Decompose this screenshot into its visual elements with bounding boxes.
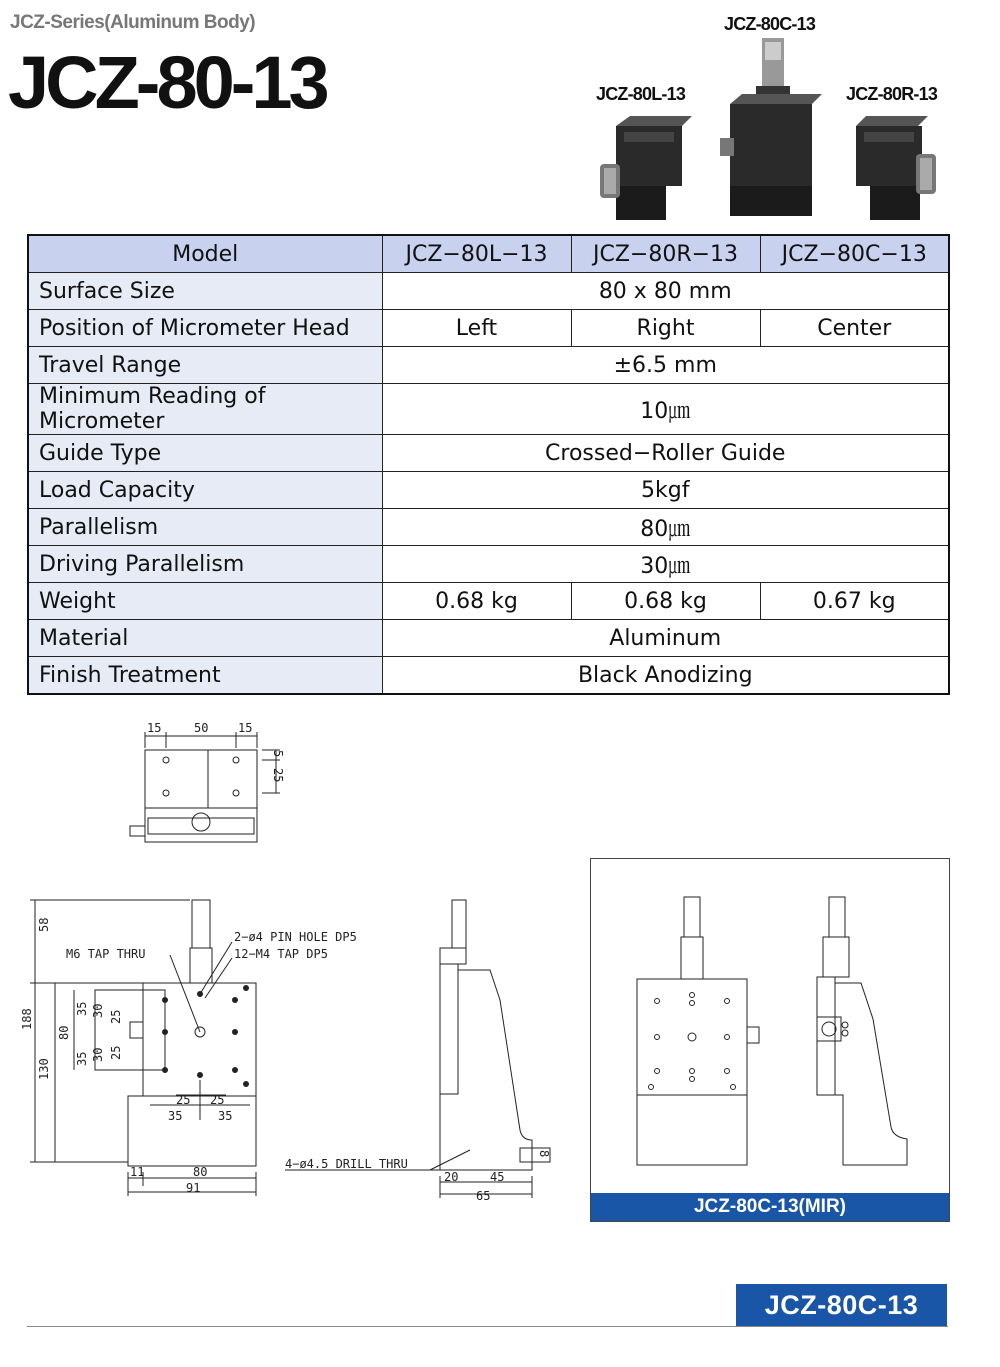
dim-text: 80 <box>193 1165 208 1179</box>
table-row <box>28 546 949 583</box>
row-value: 80 x 80 mm <box>382 273 949 310</box>
dim-text: 5 <box>271 750 285 758</box>
note-text: M6 TAP THRU <box>66 947 146 961</box>
table-row <box>28 273 949 310</box>
header-col-r: JCZ−80R−13 <box>571 235 760 273</box>
row-label: Finish Treatment <box>28 657 382 695</box>
dim-text: 15 <box>147 721 162 735</box>
row-value: Aluminum <box>382 620 949 657</box>
technical-drawing <box>0 700 590 1210</box>
row-value: Left <box>382 310 571 347</box>
dim-text: 35 <box>218 1109 233 1123</box>
table-row <box>28 472 949 509</box>
table-row <box>28 583 949 620</box>
dim-text: 25 <box>210 1093 225 1107</box>
product-label-center: JCZ-80C-13 <box>724 14 816 34</box>
note-text: 12−M4 TAP DP5 <box>234 947 328 961</box>
table-row <box>28 347 949 384</box>
page-title: JCZ-80-13 <box>8 41 326 124</box>
spec-table <box>27 234 950 695</box>
dim-text: 45 <box>490 1170 505 1184</box>
row-label: Position of Micrometer Head <box>28 310 382 347</box>
header-col-l: JCZ−80L−13 <box>382 235 571 273</box>
dim-text: 130 <box>37 1058 51 1080</box>
table-row <box>28 310 949 347</box>
dim-text: 25 <box>271 768 285 783</box>
row-label: Travel Range <box>28 347 382 384</box>
header-col-c: JCZ−80C−13 <box>760 235 949 273</box>
row-value: 5kgf <box>382 472 949 509</box>
dim-text: 20 <box>444 1170 459 1184</box>
row-value: 0.68 kg <box>571 583 760 620</box>
row-label: Material <box>28 620 382 657</box>
dim-text: 188 <box>20 1008 34 1030</box>
row-value: 0.67 kg <box>760 583 949 620</box>
product-photo-left <box>596 112 692 224</box>
row-label: Weight <box>28 583 382 620</box>
table-row <box>28 384 949 435</box>
dim-text: 58 <box>37 917 51 932</box>
mir-drawing <box>591 859 949 1193</box>
mir-drawing-box <box>590 858 950 1222</box>
row-value: 30㎛ <box>382 546 949 583</box>
dim-text: 35 <box>75 1001 89 1016</box>
dim-text: 91 <box>186 1181 201 1195</box>
header-model: Model <box>28 235 382 273</box>
row-label: Minimum Reading of Micrometer <box>28 384 382 435</box>
dim-text: 35 <box>168 1109 183 1123</box>
series-title: JCZ-Series(Aluminum Body) <box>10 12 256 33</box>
dim-text: 25 <box>109 1045 123 1060</box>
dim-text: 35 <box>75 1051 89 1066</box>
row-value: ±6.5 mm <box>382 347 949 384</box>
row-label: Surface Size <box>28 273 382 310</box>
row-value: 0.68 kg <box>382 583 571 620</box>
row-value: Right <box>571 310 760 347</box>
dim-text: 15 <box>238 721 253 735</box>
dim-text: 30 <box>91 1047 105 1062</box>
table-row <box>28 435 949 472</box>
dim-text: 8 <box>537 1150 551 1158</box>
dim-text: 30 <box>91 1003 105 1018</box>
row-value: Center <box>760 310 949 347</box>
dim-text: 25 <box>176 1093 191 1107</box>
note-text: 2−ø4 PIN HOLE DP5 <box>234 930 357 944</box>
dim-text: 11 <box>130 1165 145 1179</box>
row-value: Crossed−Roller Guide <box>382 435 949 472</box>
row-label: Parallelism <box>28 509 382 546</box>
footer-model-tag: JCZ-80C-13 <box>736 1284 947 1326</box>
row-value: 80㎛ <box>382 509 949 546</box>
product-label-right: JCZ-80R-13 <box>846 84 938 104</box>
spec-header-row <box>28 235 949 273</box>
mir-caption: JCZ-80C-13(MIR) <box>591 1193 949 1221</box>
table-row <box>28 620 949 657</box>
row-label: Guide Type <box>28 435 382 472</box>
row-label: Driving Parallelism <box>28 546 382 583</box>
dim-text: 50 <box>194 721 209 735</box>
product-label-left: JCZ-80L-13 <box>596 84 686 104</box>
product-photo-right <box>846 112 942 224</box>
table-row <box>28 509 949 546</box>
table-row <box>28 657 949 695</box>
dim-text: 25 <box>109 1009 123 1024</box>
dim-text: 80 <box>57 1025 71 1040</box>
row-label: Load Capacity <box>28 472 382 509</box>
product-photo-center <box>716 38 828 220</box>
dim-text: 65 <box>476 1189 491 1203</box>
row-value: Black Anodizing <box>382 657 949 695</box>
row-value: 10㎛ <box>382 384 949 435</box>
footer-divider <box>27 1326 948 1327</box>
note-text: 4−ø4.5 DRILL THRU <box>285 1157 408 1171</box>
